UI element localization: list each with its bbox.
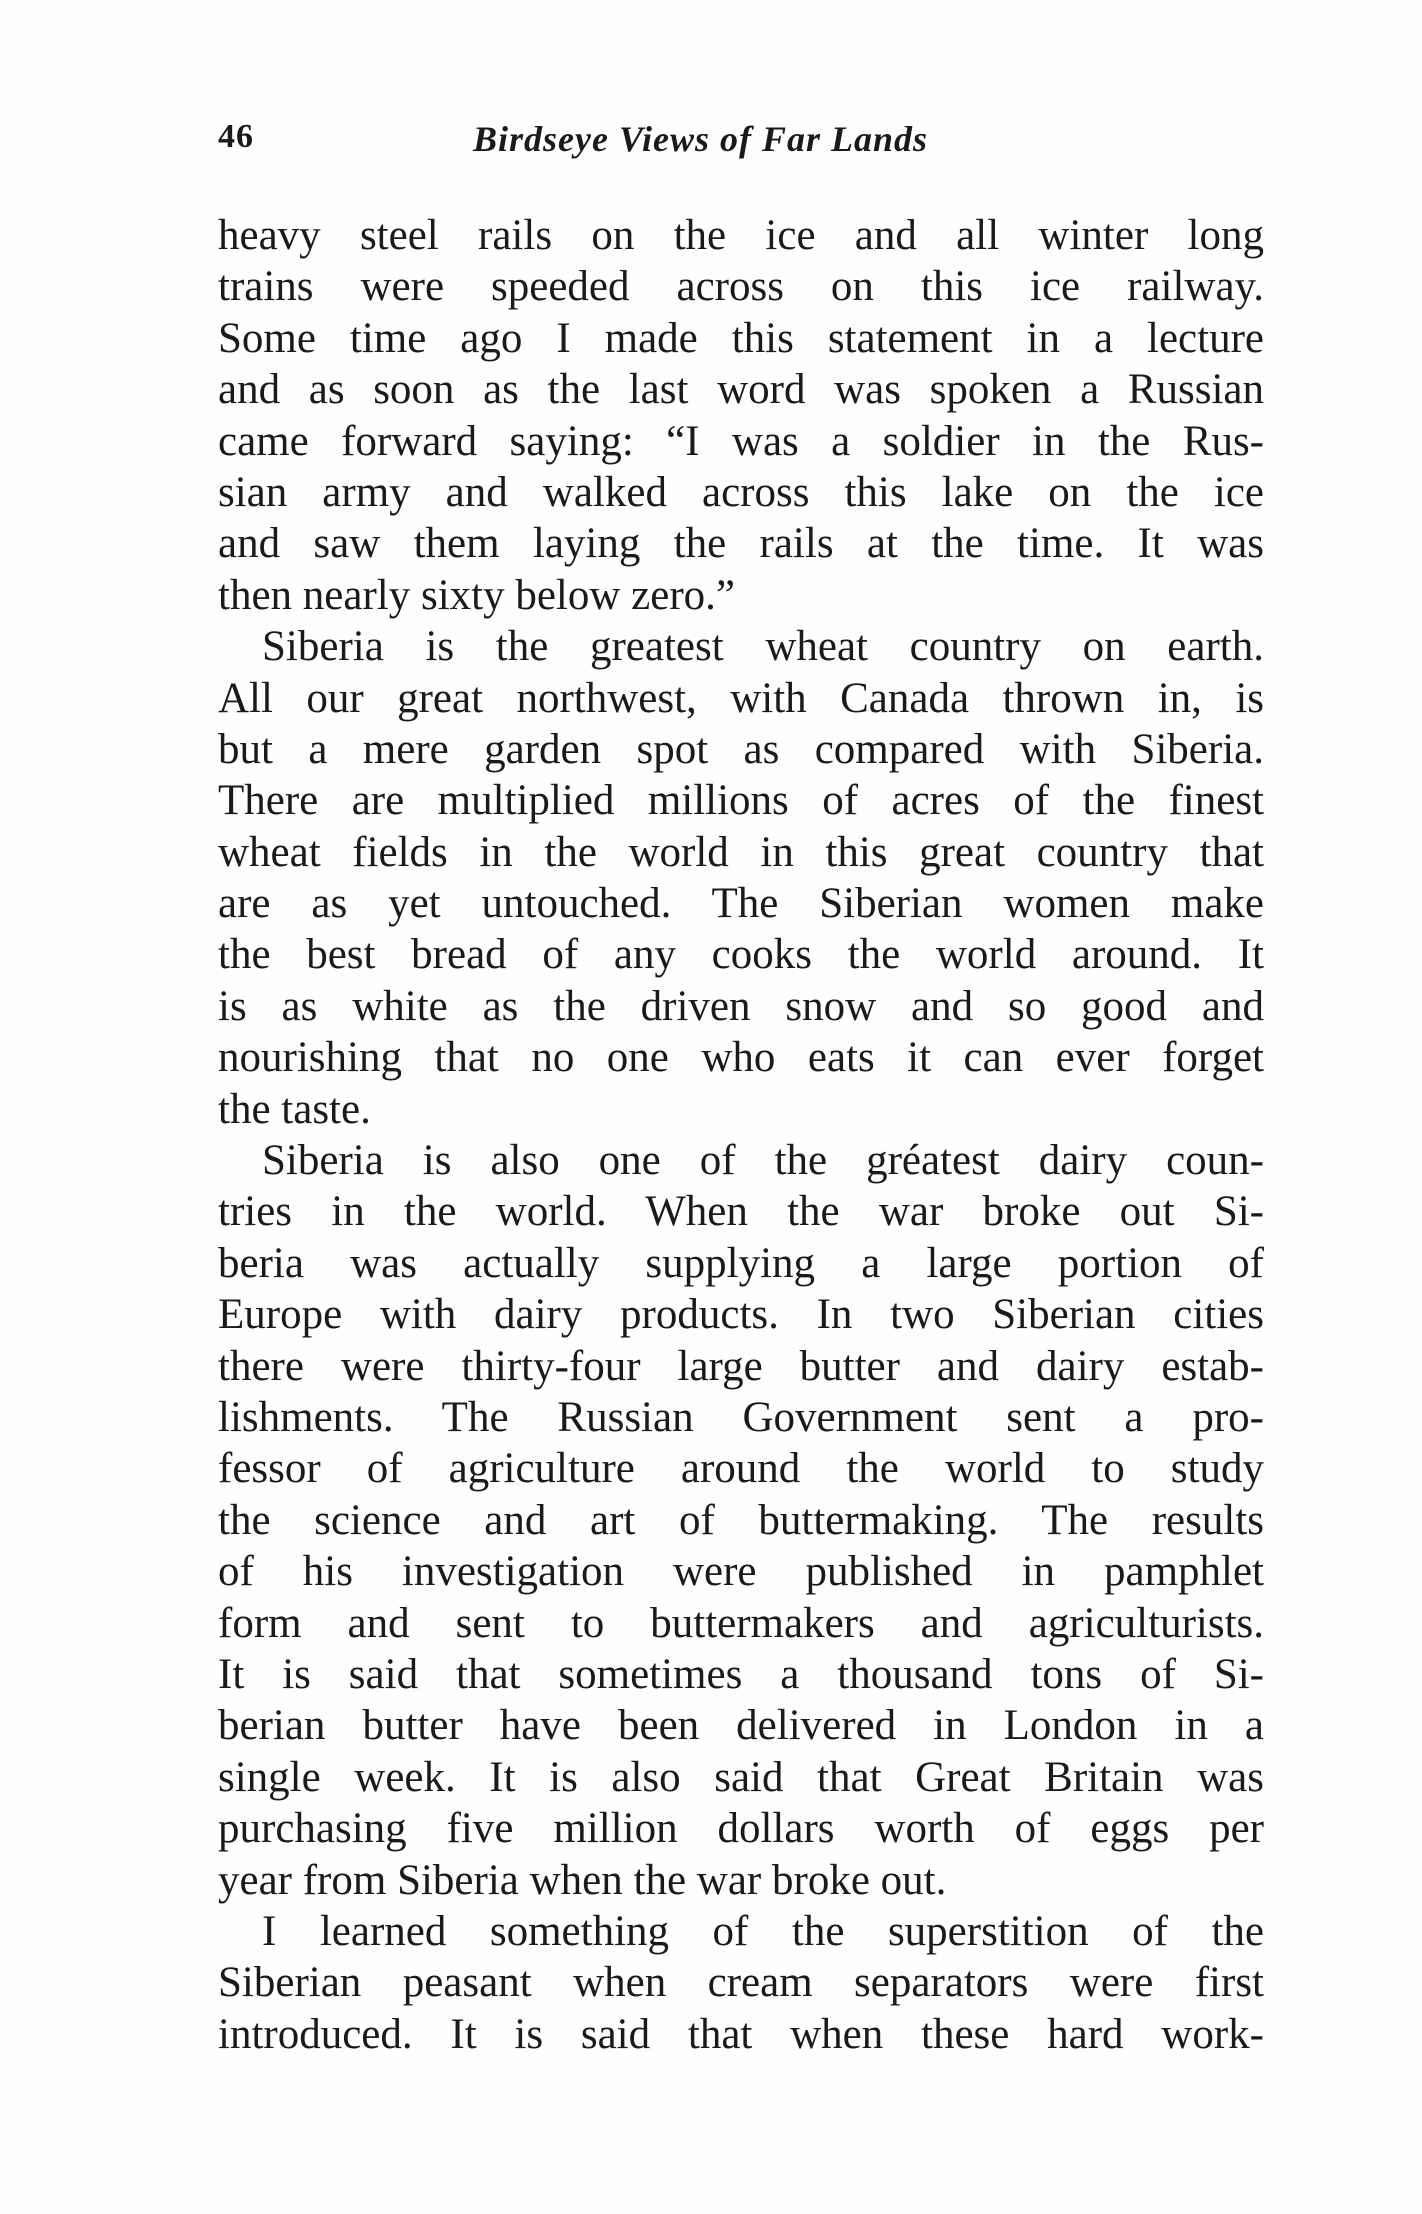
text-line: Some time ago I made this statement in a lecture [218,314,1264,362]
text-line: sian army and walked across this lake on the ice [218,468,1264,516]
paragraph-4 [218,1906,1264,2060]
text-line: Siberia is the greatest wheat country on earth. [262,623,1264,671]
page-number: 46 [218,118,254,155]
text-line: and as soon as the last word was spoken a Russian [218,366,1264,414]
text-line: then nearly sixty below zero.” [218,571,736,619]
text-line: tries in the world. When the war broke out Si- [218,1188,1264,1236]
text-line: came forward saying: “I was a soldier in the Rus- [218,417,1264,465]
text-line: the science and art of buttermaking. The results [218,1496,1264,1544]
text-line: introduced. It is said that when these hard work- [218,2010,1264,2058]
text-line: All our great northwest, with Canada thrown in, is [218,674,1264,722]
text-line: fessor of agriculture around the world to study [218,1445,1264,1493]
text-line: lishments. The Russian Government sent a pro- [218,1393,1264,1441]
paragraph-3 [218,1135,1264,1906]
text-line: is as white as the driven snow and so good and [218,982,1264,1030]
text-line: form and sent to buttermakers and agriculturists. [218,1599,1264,1647]
text-line: there were thirty-four large butter and dairy estab- [218,1342,1264,1390]
text-line: purchasing five million dollars worth of eggs per [218,1805,1264,1853]
text-line: Siberia is also one of the gréatest dairy coun- [262,1137,1264,1185]
text-line: Siberian peasant when cream separators were first [218,1959,1264,2007]
text-line: the taste. [218,1085,371,1133]
text-line: trains were speeded across on this ice railway. [218,263,1264,311]
text-line: It is said that sometimes a thousand tons of Si- [218,1650,1264,1698]
text-line: but a mere garden spot as compared with Siberia. [218,725,1264,773]
text-line: of his investigation were published in pamphlet [218,1548,1264,1596]
paragraph-2 [218,621,1264,1135]
text-line: and saw them laying the rails at the time. It was [218,520,1264,568]
text-line: nourishing that no one who eats it can ever forget [218,1034,1264,1082]
text-line: berian butter have been delivered in London in a [218,1702,1264,1750]
text-line: the best bread of any cooks the world around. It [218,931,1264,979]
text-line: year from Siberia when the war broke out. [218,1856,947,1904]
text-line: I learned something of the superstition of the [262,1907,1264,1955]
paragraph-1 [218,210,1264,621]
text-line: heavy steel rails on the ice and all winter long [218,212,1264,259]
text-line: beria was actually supplying a large portion of [218,1239,1264,1287]
running-head [218,118,1264,168]
running-title: Birdseye Views of Far Lands [473,119,929,159]
text-line: Europe with dairy products. In two Siberian cities [218,1291,1264,1339]
text-line: There are multiplied millions of acres of the finest [218,777,1264,825]
text-line: wheat fields in the world in this great country that [218,828,1264,876]
text-line: single week. It is also said that Great Britain was [218,1753,1264,1801]
body-text [218,210,1264,2060]
text-line: are as yet untouched. The Siberian women make [218,880,1264,928]
